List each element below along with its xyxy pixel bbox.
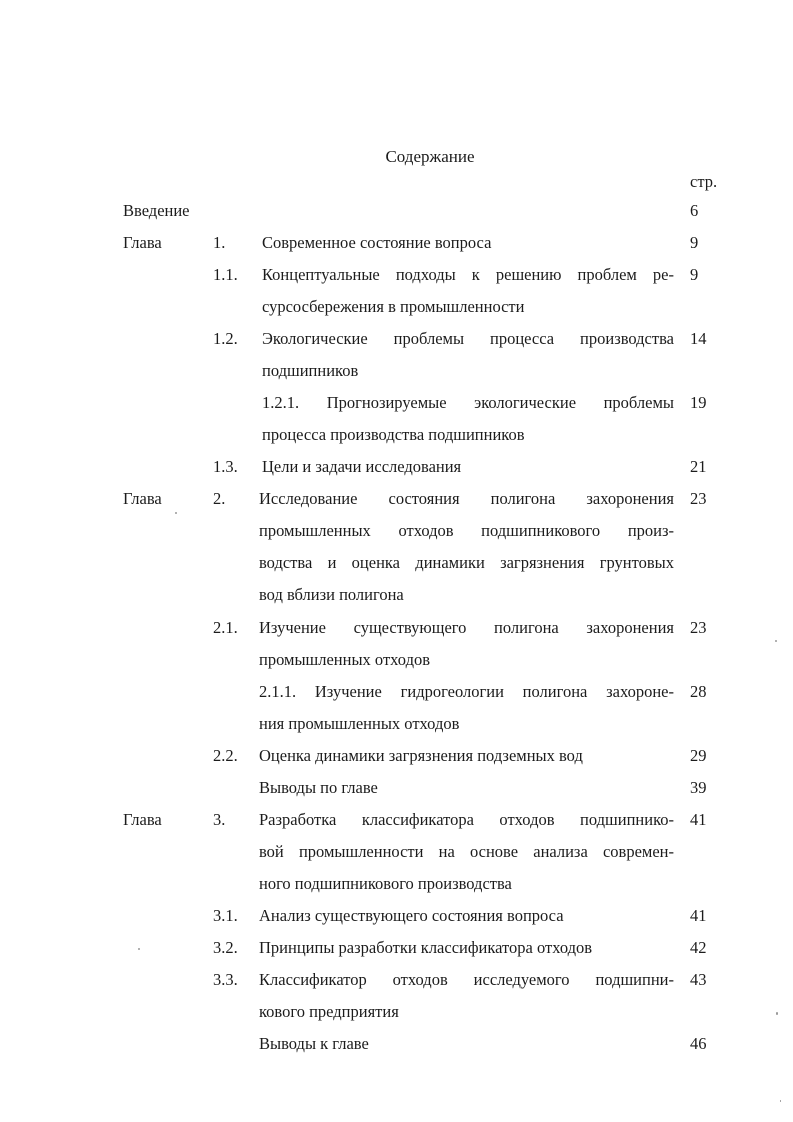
scan-speck	[775, 640, 777, 642]
subsection-1-2-1-page: 19	[690, 393, 707, 412]
section-1-1-title-line1: Концептуальные подходы к решению проблем ре-	[262, 265, 674, 284]
chapter-2-label: Глава	[123, 489, 162, 508]
section-1-3-number: 1.3.	[213, 457, 238, 476]
subsection-2-1-1-title-line1: 2.1.1. Изучение гидрогеологии полигона захороне-	[259, 682, 674, 701]
chapter-2-page: 23	[690, 489, 707, 508]
subsection-1-2-1-title-line1: 1.2.1. Прогнозируемые экологические проблемы	[262, 393, 674, 412]
section-3-2-number: 3.2.	[213, 938, 238, 957]
section-3-2-title: Принципы разработки классификатора отходов	[259, 938, 593, 957]
section-3-1-page: 41	[690, 906, 707, 925]
section-2-2-number: 2.2.	[213, 746, 238, 765]
scan-speck	[780, 1100, 781, 1102]
section-2-1-page: 23	[690, 618, 707, 637]
intro-label: Введение	[123, 201, 190, 220]
scan-speck	[138, 948, 140, 950]
chapter-3-title-line1: Разработка классификатора отходов подшипнико-	[259, 810, 674, 829]
section-1-1-title-line2: сурсосбережения в промышленности	[262, 297, 525, 316]
section-1-3-title: Цели и задачи исследования	[262, 457, 462, 476]
scan-speck	[776, 1012, 778, 1015]
page-column-label: стр.	[690, 172, 718, 191]
section-3-3-number: 3.3.	[213, 970, 238, 989]
section-3-3-title-line1: Классификатор отходов исследуемого подшипни-	[259, 970, 674, 989]
section-1-2-title-line1: Экологические проблемы процесса производства	[262, 329, 674, 348]
chapter-1-number: 1.	[213, 233, 226, 252]
chapter-2-number: 2.	[213, 489, 226, 508]
chapter-2-title-line3: водства и оценка динамики загрязнения грунтовых	[259, 553, 674, 572]
chapter-3-title-line3: ного подшипникового производства	[259, 874, 512, 893]
section-2-2-page: 29	[690, 746, 707, 765]
chapter-2-title-line1: Исследование состояния полигона захоронения	[259, 489, 674, 508]
intro-page: 6	[690, 201, 699, 220]
section-3-1-number: 3.1.	[213, 906, 238, 925]
chapter-3-title-line2: вой промышленности на основе анализа современ-	[259, 842, 674, 861]
page-title: Содержание	[385, 147, 475, 166]
subsection-1-2-1-title-line2: процесса производства подшипников	[262, 425, 525, 444]
section-3-1-title: Анализ существующего состояния вопроса	[259, 906, 564, 925]
section-1-2-title-line2: подшипников	[262, 361, 359, 380]
subsection-2-1-1-title-line2: ния промышленных отходов	[259, 714, 460, 733]
section-1-2-page: 14	[690, 329, 707, 348]
chapter-3-conclusion-page: 46	[690, 1034, 707, 1053]
section-3-3-title-line2: кового предприятия	[259, 1002, 399, 1021]
chapter-1-page: 9	[690, 233, 699, 252]
chapter-3-number: 3.	[213, 810, 226, 829]
section-2-1-title-line1: Изучение существующего полигона захоронения	[259, 618, 674, 637]
scan-speck	[175, 512, 177, 514]
section-2-2-title: Оценка динамики загрязнения подземных вод	[259, 746, 583, 765]
subsection-2-1-1-page: 28	[690, 682, 707, 701]
section-1-1-page: 9	[690, 265, 699, 284]
chapter-1-title: Современное состояние вопроса	[262, 233, 492, 252]
chapter-3-page: 41	[690, 810, 707, 829]
section-3-3-page: 43	[690, 970, 707, 989]
chapter-2-title-line4: вод вблизи полигона	[259, 585, 404, 604]
chapter-2-conclusion-page: 39	[690, 778, 707, 797]
chapter-1-label: Глава	[123, 233, 162, 252]
section-1-1-number: 1.1.	[213, 265, 238, 284]
section-3-2-page: 42	[690, 938, 707, 957]
section-2-1-number: 2.1.	[213, 618, 238, 637]
chapter-3-label: Глава	[123, 810, 162, 829]
section-2-1-title-line2: промышленных отходов	[259, 650, 431, 669]
chapter-2-conclusion-title: Выводы по главе	[259, 778, 378, 797]
chapter-3-conclusion-title: Выводы к главе	[259, 1034, 369, 1053]
section-1-2-number: 1.2.	[213, 329, 238, 348]
section-1-3-page: 21	[690, 457, 707, 476]
chapter-2-title-line2: промышленных отходов подшипникового произ-	[259, 521, 674, 540]
